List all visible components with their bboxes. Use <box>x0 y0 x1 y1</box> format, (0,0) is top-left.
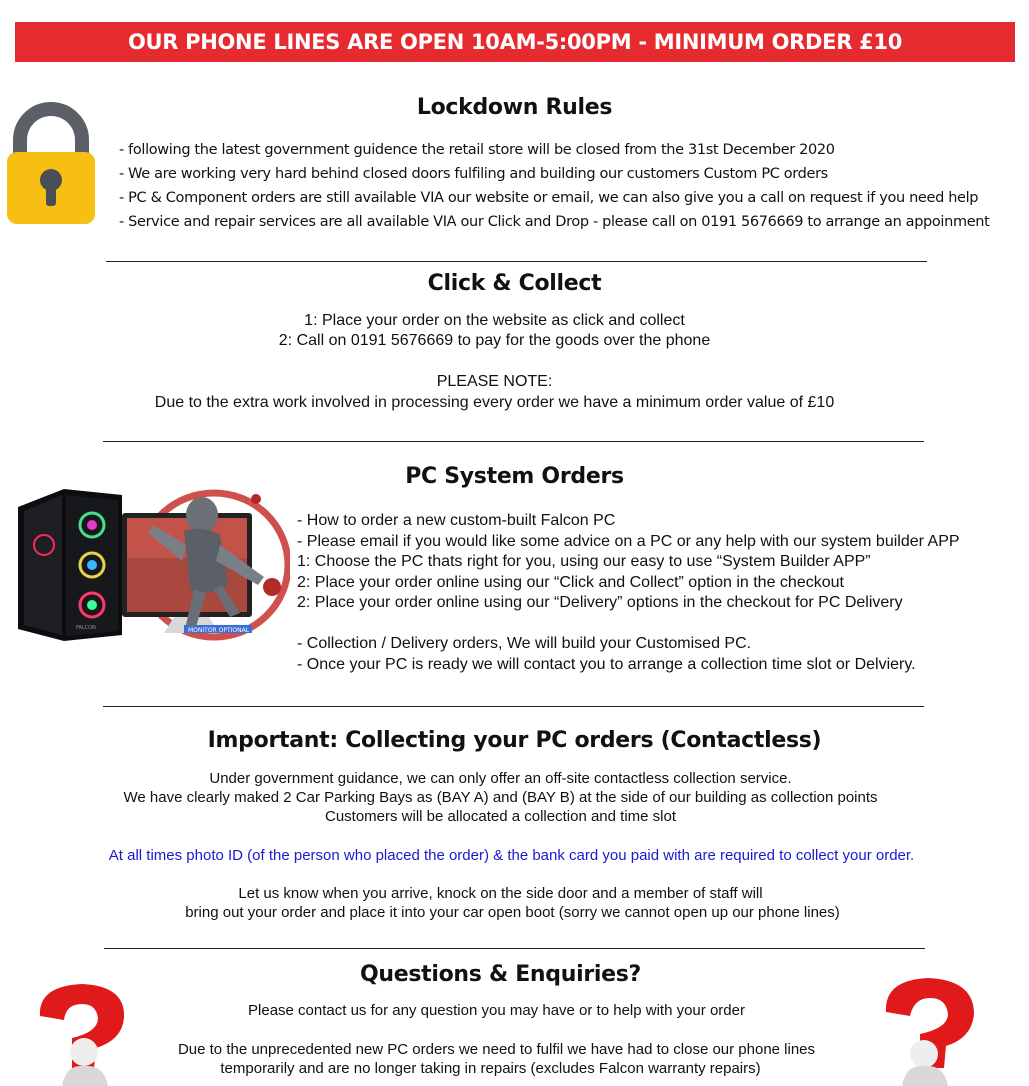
important-line: Let us know when you arrive, knock on the side door and a member of staff will <box>238 885 763 902</box>
pc-orders-list <box>297 511 960 614</box>
lockdown-item: - We are working very hard behind closed doors fulfiling and building our customers Custom PC orders <box>119 166 828 182</box>
questions-title: Questions & Enquiries? <box>359 962 642 987</box>
lockdown-item: - following the latest government guidence the retail store will be closed from the 31st December 2020 <box>119 142 835 158</box>
section-divider <box>106 261 927 262</box>
gaming-pc-image <box>14 485 290 645</box>
pc-orders-item: - Once your PC is ready we will contact you to arrange a collection time slot or Delviery. <box>297 655 916 673</box>
monitor-caption: MONITOR OPTIONAL <box>188 627 250 634</box>
questions-line: Please contact us for any question you may have or to help with your order <box>248 1002 745 1019</box>
important-line: Customers will be allocated a collection and time slot <box>325 808 676 825</box>
pc-orders-item: - Please email if you would like some advice on a PC or any help with our system builder APP <box>297 532 960 550</box>
pc-orders-item: 1: Choose the PC thats right for you, using our easy to use “System Builder APP” <box>297 553 871 570</box>
case-brand: FALCON <box>76 625 96 631</box>
important-title: Important: Collecting your PC orders (Contactless) <box>207 728 822 753</box>
section-divider <box>103 441 924 442</box>
banner-text: OUR PHONE LINES ARE OPEN 10AM-5:00PM - MINIMUM ORDER £10 <box>127 30 903 54</box>
click-collect-step: 1: Place your order on the website as click and collect <box>304 312 685 329</box>
questions-line: Due to the unprecedented new PC orders we need to fulfil we have had to close our phone lines <box>177 1041 816 1058</box>
pc-orders-item: 2: Place your order online using our “Delivery” options in the checkout for PC Delivery <box>297 594 903 611</box>
section-divider <box>104 948 925 949</box>
important-line: bring out your order and place it into your car open boot (sorry we cannot open up our phone lines) <box>185 904 840 921</box>
click-collect-title: Click & Collect <box>427 271 602 296</box>
pc-orders-title: PC System Orders <box>405 464 624 489</box>
section-divider <box>103 706 924 707</box>
lockdown-list <box>119 138 989 234</box>
lockdown-title: Lockdown Rules <box>416 95 613 120</box>
important-line: We have clearly maked 2 Car Parking Bays as (BAY A) and (BAY B) at the side of our building as collection points <box>123 789 878 806</box>
click-collect-step: 2: Call on 0191 5676669 to pay for the goods over the phone <box>278 332 711 349</box>
pc-orders-item: - Collection / Delivery orders, We will build your Customised PC. <box>297 635 752 652</box>
note-label: PLEASE NOTE: <box>436 373 553 390</box>
pc-orders-list-2 <box>297 634 916 675</box>
phone-lines-banner <box>15 22 1015 62</box>
pc-orders-item: - How to order a new custom-built Falcon PC <box>297 512 616 529</box>
questions-line: temporarily and are no longer taking in repairs (excludes Falcon warranty repairs) <box>220 1060 761 1077</box>
pc-orders-item: 2: Place your order online using our “Click and Collect” option in the checkout <box>297 573 844 591</box>
note-text: Due to the extra work involved in processing every order we have a minimum order value of £10 <box>154 394 835 411</box>
photo-id-notice: At all times photo ID (of the person who placed the order) & the bank card you paid with are required to collect your order. <box>108 847 915 864</box>
lockdown-item: - PC & Component orders are still available VIA our website or email, we can also give you a call on request if you need help <box>119 190 979 206</box>
important-line: Under government guidance, we can only offer an off-site contactless collection service. <box>209 770 792 787</box>
lockdown-item: - Service and repair services are all available VIA our Click and Drop - please call on 0191 5676669 to arrange an appoinment <box>119 214 990 230</box>
